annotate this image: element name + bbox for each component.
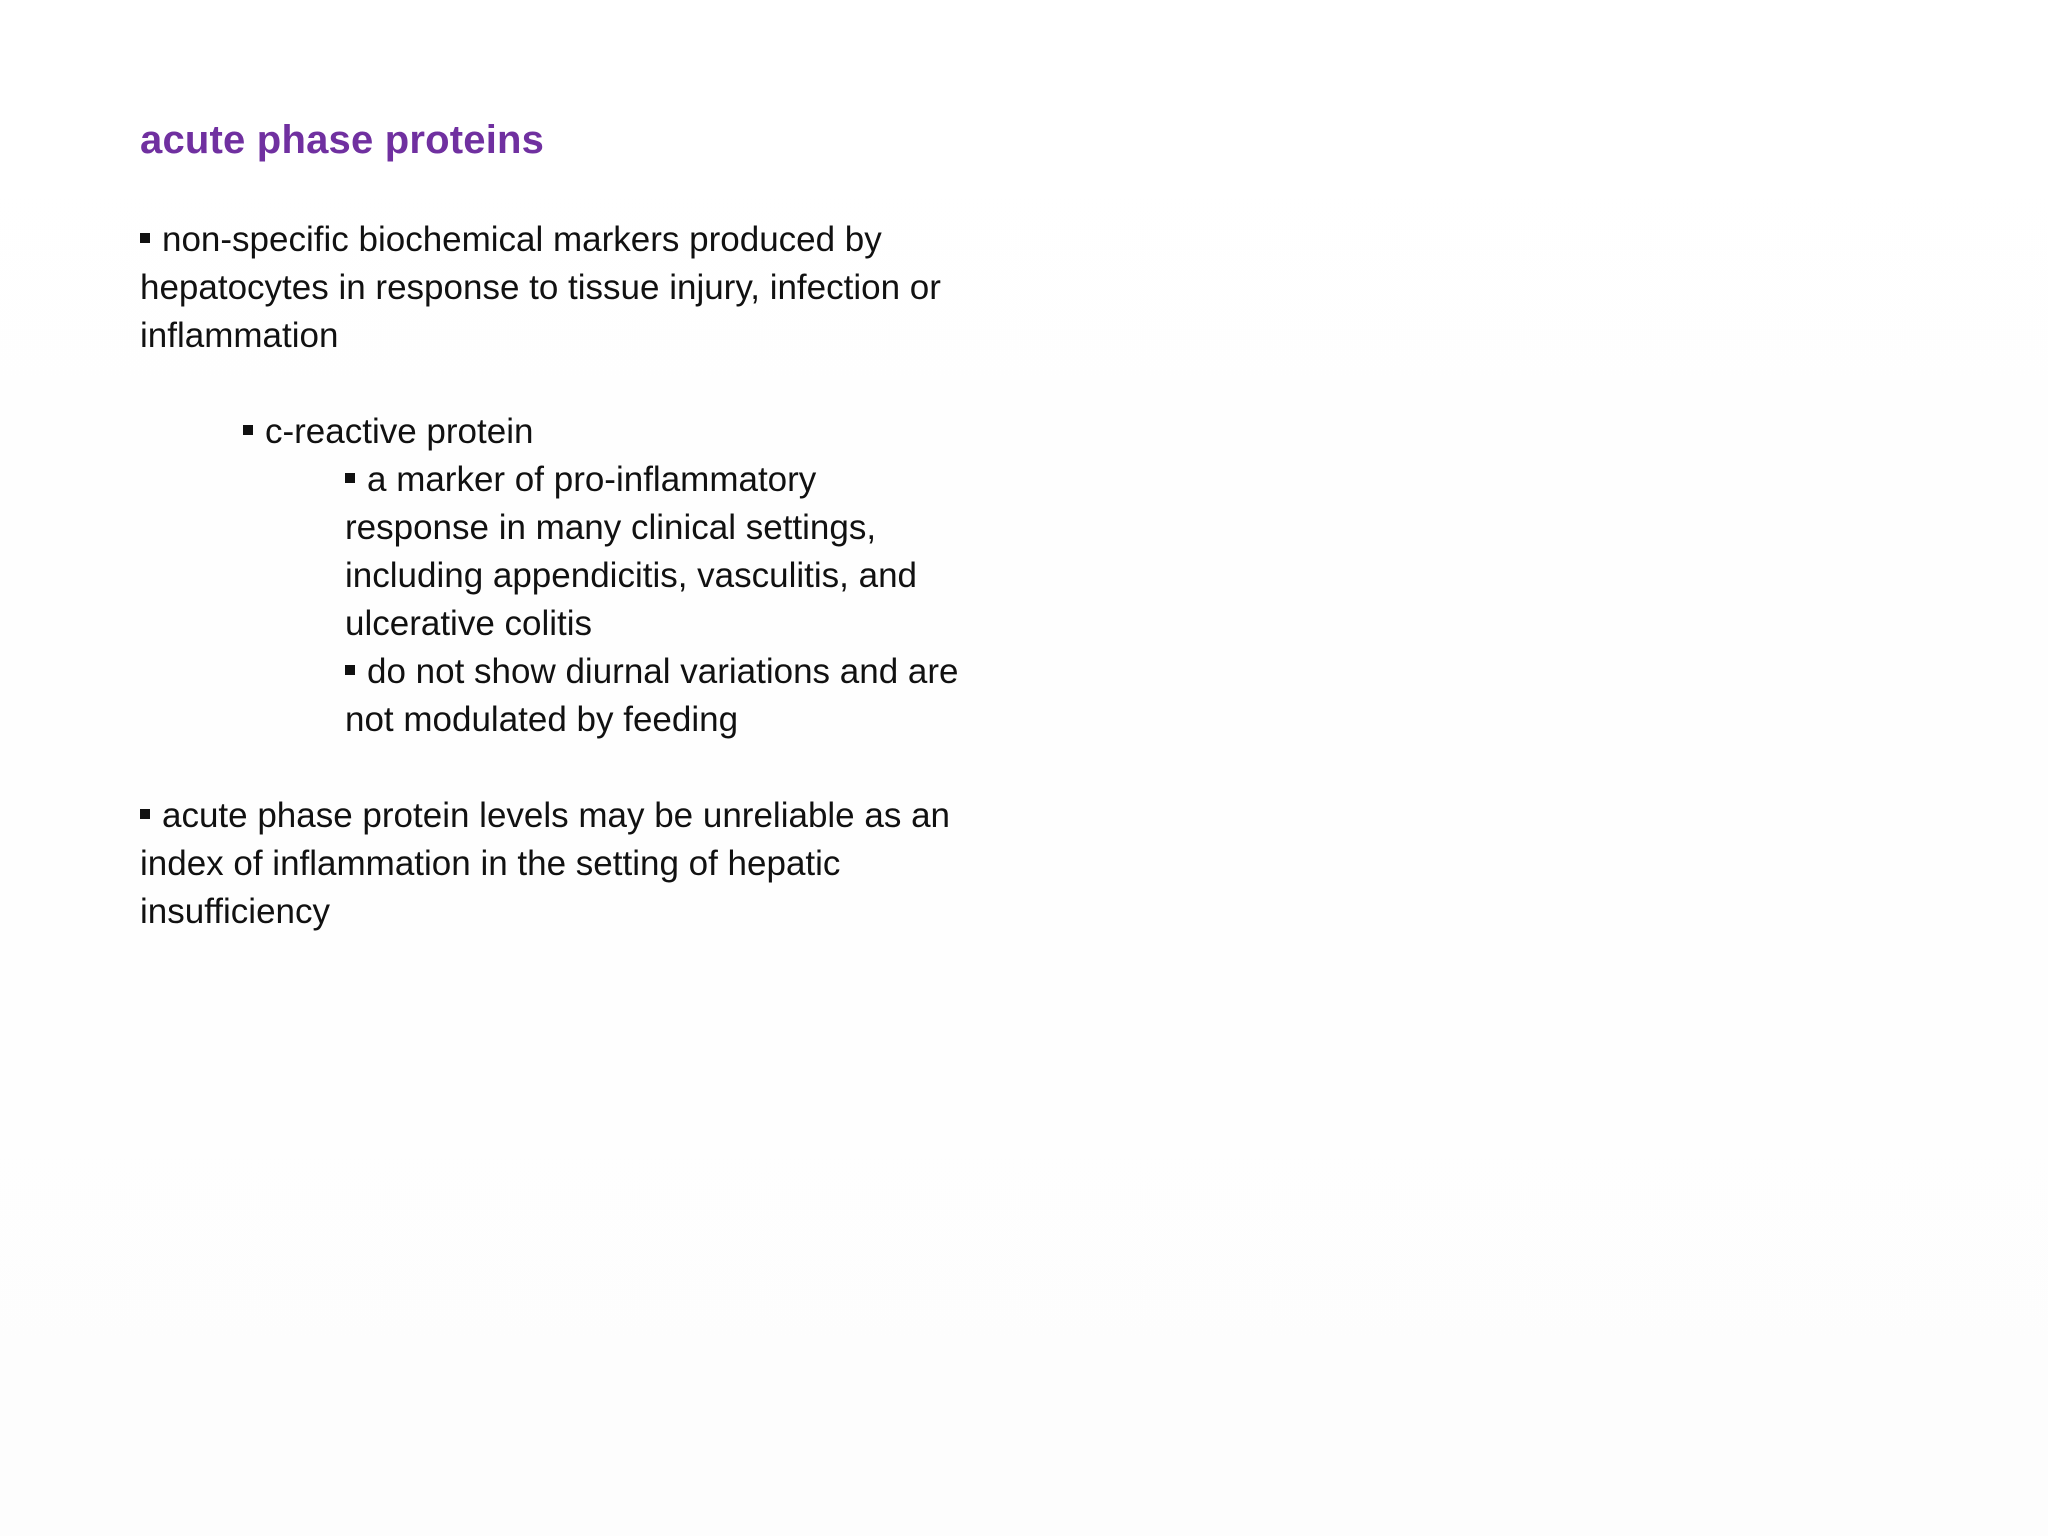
square-bullet-icon [345, 473, 355, 483]
sub-sub-bullet-text: do not show diurnal variations and are not modulated by feeding [345, 652, 959, 739]
bullet-item [140, 216, 960, 360]
sub-sub-bullet-item [345, 456, 965, 648]
spacer [140, 360, 960, 408]
square-bullet-icon [345, 665, 355, 675]
sub-bullet-text: c-reactive protein [265, 412, 534, 451]
bullet-item [140, 792, 960, 936]
square-bullet-icon [140, 233, 150, 243]
bullet-text: acute phase protein levels may be unreliable as an index of inflammation in the setting of hepatic insufficiency [140, 796, 950, 931]
sub-bullet-item [243, 408, 960, 456]
bullet-text: non-specific biochemical markers produced by hepatocytes in response to tissue injury, infection or inflammation [140, 220, 941, 355]
square-bullet-icon [140, 809, 150, 819]
sub-sub-bullet-text: a marker of pro-inflammatory response in many clinical settings, including appendicitis, vasculitis, and ulcerative colitis [345, 460, 917, 643]
square-bullet-icon [243, 425, 253, 435]
spacer [140, 744, 960, 792]
slide-title: acute phase proteins [140, 118, 545, 162]
sub-sub-bullet-item [345, 648, 965, 744]
slide-content [140, 216, 960, 936]
